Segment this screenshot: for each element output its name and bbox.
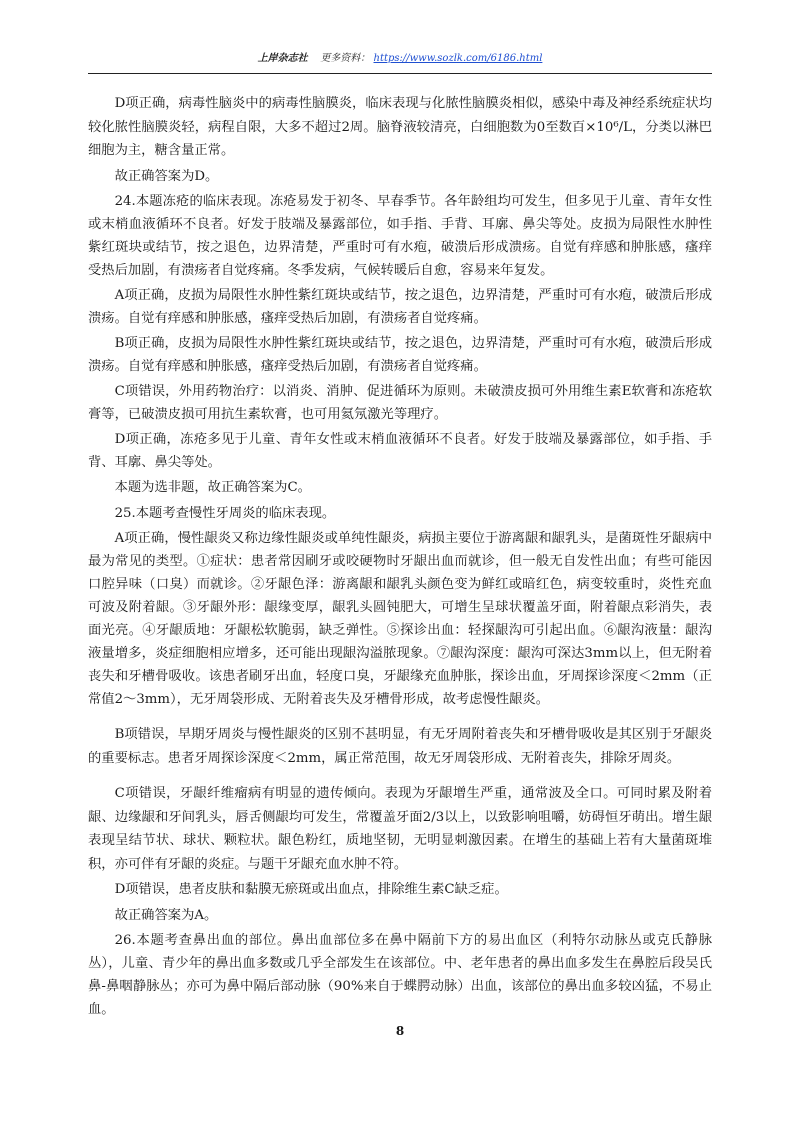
header-url-link[interactable]: https://www.sozlk.com/6186.html <box>373 53 543 64</box>
answer-line-q24: 本题为选非题，故正确答案为C。 <box>114 480 311 495</box>
header-site-name: 上岸杂志社 <box>257 53 308 64</box>
paragraph-q24-option-a: A项正确，皮损为局限性水肿性紫红斑块或结节，按之退色，边界清楚，严重时可有水疱，破溃后形成溃疡。自觉有痒感和肿胀感，瘙痒受热后加剧，有溃疡者自觉疼痛。 <box>88 288 712 326</box>
paragraph-q24-intro: 24.本题冻疮的临床表现。冻疮易发于初冬、早春季节。各年龄组均可发生，但多见于儿童、青年女性或末梢血液循环不良者。好发于肢端及暴露部位，如手指、手背、耳廓、鼻尖等处。皮损为局限性水肿性紫红斑块或结节，按之退色，边界清楚，严重时可有水疱，破溃后形成溃疡。自觉有痒感和肿胀感，瘙痒受热后加剧，有溃疡者自觉疼痛。冬季发病，气候转暖后自愈，容易来年复发。 <box>88 194 712 278</box>
header-label: 更多资料： <box>320 53 371 64</box>
header-divider <box>88 73 712 74</box>
paragraph-d-viral-meningitis: D项正确，病毒性脑炎中的病毒性脑膜炎，临床表现与化脓性脑膜炎相似，感染中毒及神经系统症状均较化脓性脑膜炎轻，病程自限，大多不超过2周。脑脊液较清亮，白细胞数为0至数百×10⁶/L，分类以淋巴细胞为主，糖含量正常。 <box>88 96 712 158</box>
paragraph-q24-option-d: D项正确，冻疮多见于儿童、青年女性或末梢血液循环不良者。好发于肢端及暴露部位，如手指、手背、耳廓、鼻尖等处。 <box>88 432 712 470</box>
paragraph-q25-option-c: C项错误，牙龈纤维瘤病有明显的遗传倾向。表现为牙龈增生严重，通常波及全口。可同时累及附着龈、边缘龈和牙间乳头，唇舌侧龈均可发生，常覆盖牙面2/3以上，以致影响咀嚼，妨碍恒牙萌出。增生龈表现呈结节状、球状、颗粒状。龈色粉红，质地坚韧，无明显刺激因素。在增生的基础上若有大量菌斑堆积，亦可伴有牙龈的炎症。与题干牙龈充血水肿不符。 <box>88 786 712 872</box>
page-number: 8 <box>395 1024 405 1038</box>
document-body <box>88 92 712 1023</box>
answer-line-q25: 故正确答案为A。 <box>114 907 218 923</box>
paragraph-q25-option-d: D项错误，患者皮肤和黏膜无瘀斑或出血点，排除维生素C缺乏症。 <box>114 882 508 897</box>
paragraph-q25-option-b: B项错误，早期牙周炎与慢性龈炎的区别不甚明显，有无牙周附着丧失和牙槽骨吸收是其区别于牙龈炎的重要标志。患者牙周探诊深度＜2mm，属正常范围，故无牙周袋形成、无附着丧失，排除牙周炎。 <box>88 727 712 766</box>
paragraph-q24-option-c: C项错误，外用药物治疗：以消炎、消肿、促进循环为原则。未破溃皮损可外用维生素E软膏和冻疮软膏等，已破溃皮损可用抗生素软膏，也可用氦氖激光等理疗。 <box>88 384 712 422</box>
paragraph-q24-option-b: B项正确，皮损为局限性水肿性紫红斑块或结节，按之退色，边界清楚，严重时可有水疱，破溃后形成溃疡。自觉有痒感和肿胀感，瘙痒受热后加剧，有溃疡者自觉疼痛。 <box>88 336 712 374</box>
answer-line-q23: 故正确答案为D。 <box>114 168 219 184</box>
paragraph-q25-intro: 25.本题考查慢性牙周炎的临床表现。 <box>114 505 336 521</box>
paragraph-q25-option-a: A项正确，慢性龈炎又称边缘性龈炎或单纯性龈炎，病损主要位于游离龈和龈乳头，是菌斑性牙龈病中最为常见的类型。①症状：患者常因刷牙或咬硬物时牙龈出血而就诊，但一般无自发性出血；有些可能因口腔异味（口臭）而就诊。②牙龈色泽：游离龈和龈乳头颜色变为鲜红或暗红色，病变较重时，炎性充血可波及附着龈。③牙龈外形：龈缘变厚，龈乳头圆钝肥大，可增生呈球状覆盖牙面，附着龈点彩消失，表面光亮。④牙龈质地：牙龈松软脆弱，缺乏弹性。⑤探诊出血：轻探龈沟可引起出血。⑥龈沟液量：龈沟液量增多，炎症细胞相应增多，还可能出现龈沟溢脓现象。⑦龈沟深度：龈沟可深达3mm以上，但无附着丧失和牙槽骨吸收。该患者刷牙出血，轻度口臭，牙龈缘充血肿胀，探诊出血，牙周探诊深度＜2mm（正常值2～3mm），无牙周袋形成、无附着丧失及牙槽骨形成，故考虑慢性龈炎。 <box>88 531 712 707</box>
page-header <box>0 52 800 66</box>
paragraph-q26: 26.本题考查鼻出血的部位。鼻出血部位多在鼻中隔前下方的易出血区（利特尔动脉丛或克氏静脉丛），儿童、青少年的鼻出血多数或几乎全部发生在该部位。中、老年患者的鼻出血多发生在鼻腔后段吴氏鼻-鼻咽静脉丛；亦可为鼻中隔后部动脉（90%来自于蝶腭动脉）出血，该部位的鼻出血多较凶猛，不易止血。 <box>88 933 712 1017</box>
